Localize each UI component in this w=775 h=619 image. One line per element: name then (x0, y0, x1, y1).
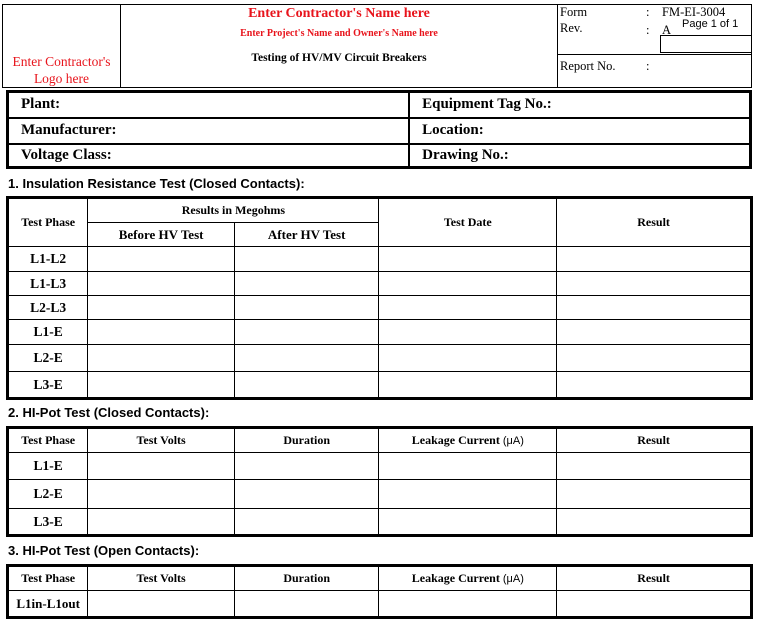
table-row (8, 591, 752, 618)
header-title-cell (121, 5, 558, 88)
duration-cell[interactable] (234, 480, 379, 509)
test-volts-cell[interactable] (88, 453, 235, 480)
duration-cell[interactable] (234, 453, 379, 480)
table-row (8, 320, 752, 345)
rev-label: Rev. (560, 21, 583, 35)
duration-cell[interactable] (234, 591, 379, 618)
before-hv-cell[interactable] (88, 272, 235, 296)
after-hv-cell[interactable] (234, 272, 379, 296)
manufacturer-field[interactable]: Manufacturer: (8, 118, 410, 144)
before-hv-cell[interactable] (88, 320, 235, 345)
before-hv-cell[interactable] (88, 247, 235, 272)
result-cell[interactable] (557, 247, 752, 272)
col-leakage-current (379, 566, 557, 591)
col-test-phase: Test Phase (8, 428, 88, 453)
page-number: Page 1 of 1 (682, 18, 739, 30)
table-row (8, 372, 752, 399)
result-cell[interactable] (557, 480, 752, 509)
result-cell[interactable] (557, 345, 752, 372)
phase-label: L1-L3 (8, 272, 88, 296)
after-hv-cell[interactable] (234, 320, 379, 345)
drawing-no-field[interactable]: Drawing No.: (409, 144, 750, 168)
leakage-cell[interactable] (379, 480, 557, 509)
result-cell[interactable] (557, 453, 752, 480)
table-row (8, 509, 752, 536)
rev-box (660, 35, 751, 53)
test-volts-cell[interactable] (88, 591, 235, 618)
after-hv-cell[interactable] (234, 247, 379, 272)
result-cell[interactable] (557, 320, 752, 345)
phase-label: L2-L3 (8, 296, 88, 320)
leakage-cell[interactable] (379, 509, 557, 536)
report-no-colon: : (646, 59, 650, 73)
rev-value: A (662, 23, 672, 37)
col-test-date: Test Date (379, 198, 557, 247)
section3-title: 3. HI-Pot Test (Open Contacts): (8, 543, 200, 558)
col-result: Result (557, 198, 752, 247)
col-test-volts: Test Volts (88, 428, 235, 453)
after-hv-cell[interactable] (234, 372, 379, 399)
result-cell[interactable] (557, 372, 752, 399)
table-row (8, 480, 752, 509)
phase-label: L1-E (8, 453, 88, 480)
before-hv-cell[interactable] (88, 296, 235, 320)
after-hv-cell[interactable] (234, 296, 379, 320)
test-date-cell[interactable] (379, 272, 557, 296)
phase-label: L1in-L1out (8, 591, 88, 618)
leakage-label: Leakage Current (411, 571, 500, 585)
col-after-hv: After HV Test (234, 223, 379, 247)
project-owner-name: Enter Project's Name and Owner's Name here (240, 28, 438, 39)
voltage-class-field[interactable]: Voltage Class: (8, 144, 410, 168)
test-date-cell[interactable] (379, 320, 557, 345)
leakage-cell[interactable] (379, 453, 557, 480)
test-volts-cell[interactable] (88, 509, 235, 536)
logo-placeholder-text: Enter Contractor's Logo here (12, 54, 111, 86)
col-results-megohms: Results in Megohms (88, 198, 379, 223)
result-cell[interactable] (557, 509, 752, 536)
col-test-phase: Test Phase (8, 566, 88, 591)
report-no-label: Report No. (560, 59, 616, 73)
section1-title: 1. Insulation Resistance Test (Closed Contacts): (8, 176, 305, 191)
equipment-tag-field[interactable]: Equipment Tag No.: (409, 92, 750, 118)
phase-label: L2-E (8, 480, 88, 509)
result-cell[interactable] (557, 296, 752, 320)
test-date-cell[interactable] (379, 345, 557, 372)
col-test-phase: Test Phase (8, 198, 88, 247)
form-number: FM-EI-3004 (662, 5, 726, 19)
leakage-unit: (μA) (502, 435, 524, 447)
result-cell[interactable] (557, 272, 752, 296)
table-row (8, 345, 752, 372)
table-row (8, 296, 752, 320)
logo-placeholder (3, 5, 121, 88)
leakage-cell[interactable] (379, 591, 557, 618)
leakage-label: Leakage Current (411, 433, 500, 447)
form-label: Form (560, 5, 588, 19)
test-date-cell[interactable] (379, 296, 557, 320)
col-leakage-current (379, 428, 557, 453)
document-title: Testing of HV/MV Circuit Breakers (251, 52, 427, 64)
col-result: Result (557, 428, 752, 453)
test-volts-cell[interactable] (88, 480, 235, 509)
phase-label: L3-E (8, 372, 88, 399)
test-date-cell[interactable] (379, 247, 557, 272)
col-result: Result (557, 566, 752, 591)
plant-field[interactable]: Plant: (8, 92, 410, 118)
before-hv-cell[interactable] (88, 372, 235, 399)
before-hv-cell[interactable] (88, 345, 235, 372)
form-colon: : (646, 5, 650, 19)
after-hv-cell[interactable] (234, 345, 379, 372)
location-field[interactable]: Location: (409, 118, 750, 144)
rev-colon: : (646, 23, 650, 37)
section2-title: 2. HI-Pot Test (Closed Contacts): (8, 405, 210, 420)
header-meta-cell (558, 5, 752, 88)
col-test-volts: Test Volts (88, 566, 235, 591)
col-duration: Duration (234, 428, 379, 453)
meta-divider (558, 54, 751, 55)
phase-label: L3-E (8, 509, 88, 536)
table-row (8, 272, 752, 296)
col-before-hv: Before HV Test (88, 223, 235, 247)
test-date-cell[interactable] (379, 372, 557, 399)
form-header (2, 4, 752, 88)
hipot-closed-table (6, 426, 753, 537)
table-row (8, 453, 752, 480)
equipment-info-table (6, 90, 752, 169)
duration-cell[interactable] (234, 509, 379, 536)
phase-label: L1-E (8, 320, 88, 345)
leakage-unit: (μA) (502, 573, 524, 585)
phase-label: L2-E (8, 345, 88, 372)
result-cell[interactable] (557, 591, 752, 618)
col-duration: Duration (234, 566, 379, 591)
insulation-resistance-table (6, 196, 753, 400)
table-row (8, 247, 752, 272)
contractor-name: Enter Contractor's Name here (248, 6, 430, 21)
phase-label: L1-L2 (8, 247, 88, 272)
